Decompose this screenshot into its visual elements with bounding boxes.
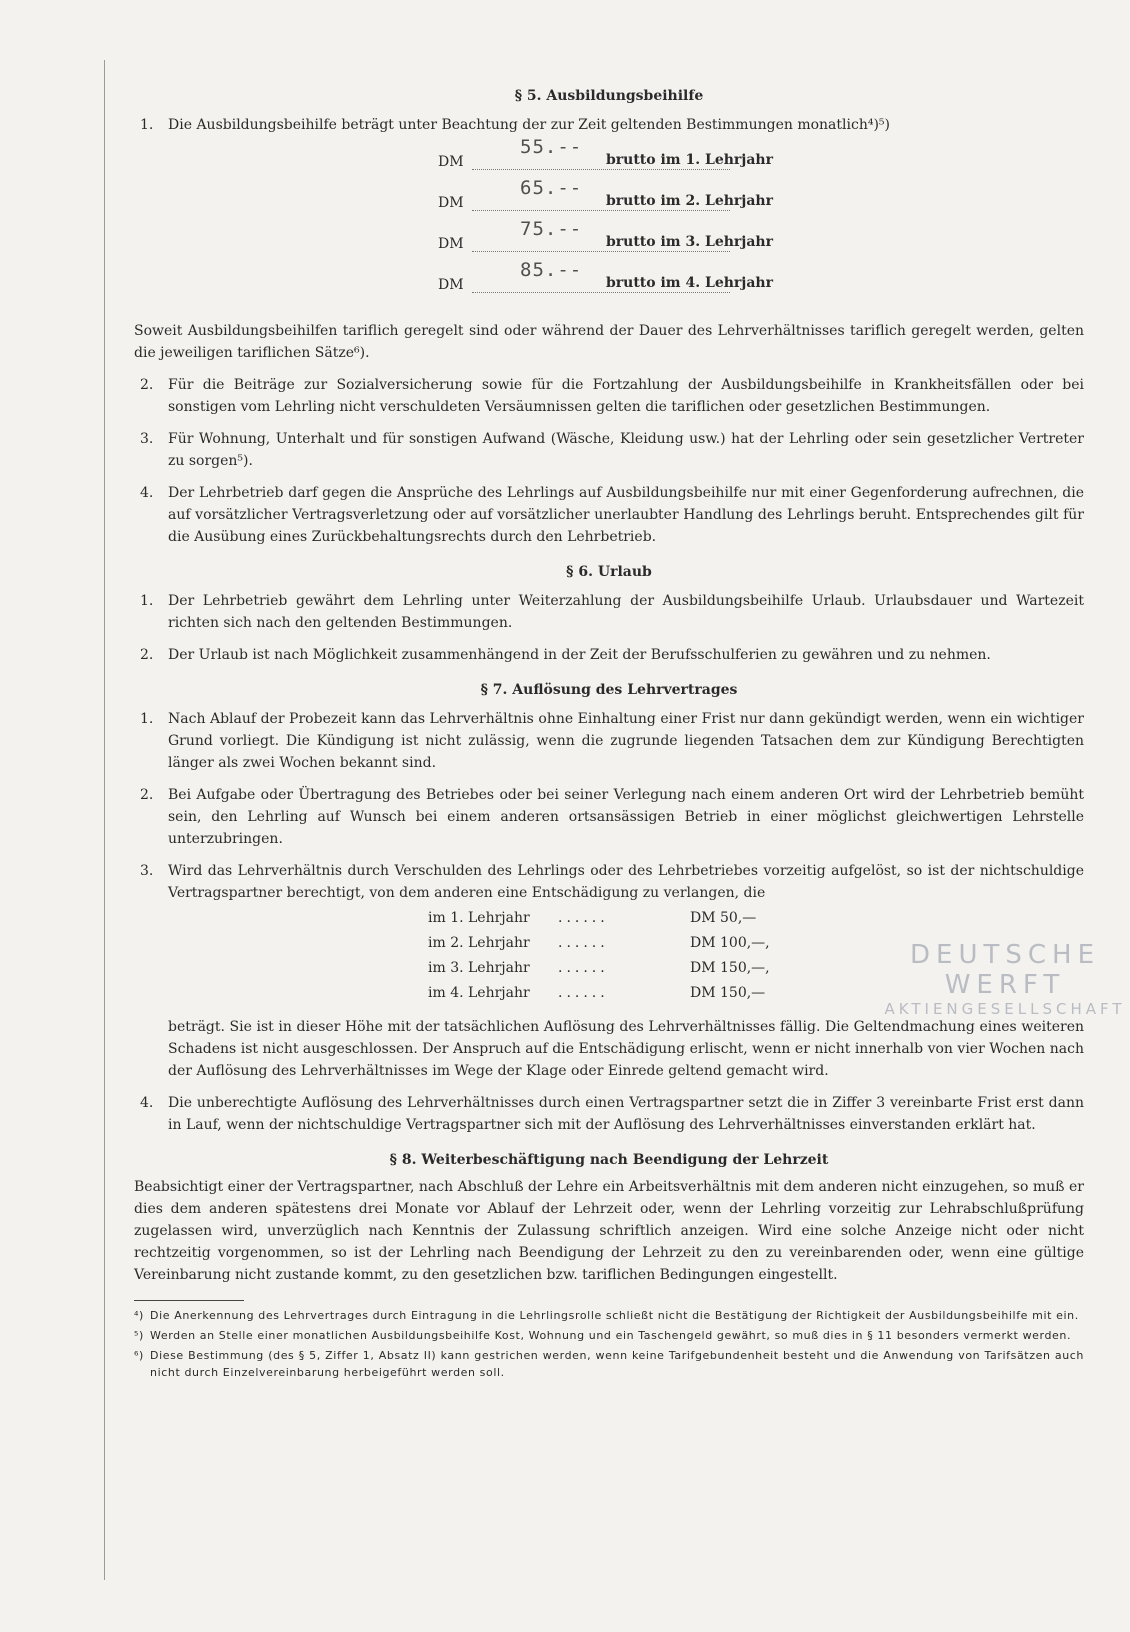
currency-label: DM — [438, 277, 464, 293]
footnote — [134, 1327, 1084, 1344]
footnote-text: Die Anerkennung des Lehrvertrages durch Eintragung in die Lehrlingsrolle schließt nicht die Bestätigung der Richtigkeit der Ausbildungsbeihilfe mit ein. — [150, 1309, 1079, 1322]
sec5-item-2-number: 2. — [140, 377, 154, 393]
footnote-text: Werden an Stelle einer monatlichen Ausbildungsbeihilfe Kost, Wohnung und ein Taschengeld gewährt, so muß dies in § 11 besonders vermerkt werden. — [150, 1329, 1072, 1342]
footnote-text: Diese Bestimmung (des § 5, Ziffer 1, Absatz II) kann gestrichen werden, wenn keine Tarifgebundenheit besteht und die Anwendung von Tarifsätzen auch nicht durch Einzelvereinbarung herbeigeführt werden soll. — [150, 1349, 1084, 1379]
allowance-row — [134, 261, 1084, 302]
fill-in-line — [472, 210, 730, 211]
footnote-divider — [134, 1300, 244, 1301]
document-body — [134, 88, 1084, 1384]
handwritten-amount: 85.-- — [520, 259, 583, 281]
sec6-item-2-text: Der Urlaub ist nach Möglichkeit zusammenhängend in der Zeit der Berufsschulferien zu gewähren und zu nehmen. — [168, 647, 991, 663]
sec5-item-3-text: Für Wohnung, Unterhalt und für sonstigen Aufwand (Wäsche, Kleidung usw.) hat der Lehrling oder sein gesetzlicher Vertreter zu sorgen⁵). — [168, 431, 1084, 469]
compensation-amount: DM 50,— — [690, 910, 757, 926]
sec7-item-3-after-text: beträgt. Sie ist in dieser Höhe mit der tatsächlichen Auflösung des Lehrverhältnisses fällig. Die Geltendmachung eines weiteren Schadens ist nicht ausgeschlossen. Der Anspruch auf die Entschädigung erlischt, wenn er nicht innerhalb von vier Wochen nach der Auflösung des Lehrverhältnisses im Wege der Klage oder Einrede geltend gemacht wird. — [168, 1019, 1084, 1079]
footnote — [134, 1307, 1084, 1324]
compensation-amount: DM 100,—, — [690, 935, 770, 951]
sec7-item-1-number: 1. — [140, 711, 154, 727]
year-label: brutto im 3. Lehrjahr — [606, 234, 773, 250]
leader-dots: ...... — [558, 910, 609, 926]
compensation-row — [134, 985, 1084, 1010]
sec7-item-2-text: Bei Aufgabe oder Übertragung des Betriebes oder bei seiner Verlegung nach einem anderen Ort wird der Lehrbetrieb bemüht sein, den Lehrling auf Wunsch bei einem anderen ortsansässigen Betrieb in einer möglichst gleichwertigen Lehrstelle unterzubringen. — [168, 787, 1084, 847]
year-label: brutto im 4. Lehrjahr — [606, 275, 773, 291]
compensation-year: im 2. Lehrjahr — [428, 935, 530, 951]
left-margin-rule — [104, 60, 105, 1580]
sec5-item-2-text: Für die Beiträge zur Sozialversicherung sowie für die Fortzahlung der Ausbildungsbeihilfe in Krankheitsfällen oder bei sonstigen vom Lehrling nicht verschuldeten Versäumnissen gelten die tariflichen oder gesetzlichen Bestimmungen. — [168, 377, 1084, 415]
sec7-item-1-text: Nach Ablauf der Probezeit kann das Lehrverhältnis ohne Einhaltung einer Frist nur dann gekündigt werden, wenn ein wichtiger Grund vorliegt. Die Kündigung ist nicht zulässig, wenn die zugrunde liegenden Tatsachen dem zur Kündigung Berechtigten länger als zwei Wochen bekannt sind. — [168, 711, 1084, 771]
footnote — [134, 1347, 1084, 1381]
currency-label: DM — [438, 195, 464, 211]
sec7-item-3 — [134, 860, 1084, 904]
section-6-title: § 6. Urlaub — [566, 564, 652, 580]
compensation-row — [134, 910, 1084, 935]
sec6-item-1-number: 1. — [140, 593, 154, 609]
sec5-item-4 — [134, 482, 1084, 548]
sec7-item-4 — [134, 1092, 1084, 1136]
year-label: brutto im 1. Lehrjahr — [606, 152, 773, 168]
section-8-title: § 8. Weiterbeschäftigung nach Beendigung der Lehrzeit — [389, 1152, 829, 1168]
sec6-item-1-text: Der Lehrbetrieb gewährt dem Lehrling unter Weiterzahlung der Ausbildungsbeihilfe Urlaub. Urlaubsdauer und Wartezeit richten sich nach den geltenden Bestimmungen. — [168, 593, 1084, 631]
handwritten-amount: 55.-- — [520, 136, 583, 158]
section-5-title: § 5. Ausbildungsbeihilfe — [514, 88, 704, 104]
compensation-row — [134, 960, 1084, 985]
sec7-item-3-text: Wird das Lehrverhältnis durch Verschulden des Lehrlings oder des Lehrbetriebes vorzeitig aufgelöst, so ist der nichtschuldige Vertragspartner berechtigt, von dem anderen eine Entschädigung zu verlangen, die — [168, 863, 1084, 901]
stamp-line-2: AKTIENGESELLSCHAFT — [884, 1000, 1126, 1018]
fill-in-line — [472, 169, 730, 170]
sec7-item-2 — [134, 784, 1084, 850]
sec7-item-4-number: 4. — [140, 1095, 154, 1111]
sec8-paragraph: Beabsichtigt einer der Vertragspartner, nach Abschluß der Lehre ein Arbeitsverhältnis mit dem anderen nicht einzugehen, so muß er dies dem anderen spätestens drei Monate vor Ablauf der Lehrzeit oder, wenn der Lehrling vorzeitig zur Lehrabschlußprüfung zugelassen wird, unverzüglich nach Kenntnis der Zulassung schriftlich anzeigen. Wird eine solche Anzeige nicht oder nicht rechtzeitig vorgenommen, so ist der Lehrling nach Beendigung der Lehrzeit zu den zu vereinbarenden oder, wenn eine gültige Vereinbarung nicht zustande kommt, zu den gesetzlichen bzw. tariflichen Bedingungen eingestellt. — [134, 1179, 1084, 1283]
allowance-row — [134, 220, 1084, 261]
leader-dots: ...... — [558, 960, 609, 976]
footnote-mark: ⁴) — [134, 1309, 144, 1322]
footnote-mark: ⁶) — [134, 1349, 144, 1362]
sec7-item-2-number: 2. — [140, 787, 154, 803]
compensation-amount: DM 150,— — [690, 985, 766, 1001]
sec5-tariff-paragraph: Soweit Ausbildungsbeihilfen tariflich geregelt sind oder während der Dauer des Lehrverhältnisses tariflich geregelt werden, gelten die jeweiligen tariflichen Sätze⁶). — [134, 323, 1084, 361]
leader-dots: ...... — [558, 935, 609, 951]
sec5-item-4-number: 4. — [140, 485, 154, 501]
fill-in-line — [472, 251, 730, 252]
sec5-item-1 — [134, 114, 1084, 136]
fill-in-line — [472, 292, 730, 293]
allowance-row — [134, 179, 1084, 220]
sec7-item-4-text: Die unberechtigte Auflösung des Lehrverhältnisses durch einen Vertragspartner setzt die in Ziffer 3 vereinbarte Frist erst dann in Lauf, wenn der nichtschuldige Vertragspartner sich mit der Auflösung des Lehrverhältnisses einverstanden erklärt hat. — [168, 1095, 1084, 1133]
sec7-item-3-number: 3. — [140, 863, 154, 879]
compensation-amount: DM 150,—, — [690, 960, 770, 976]
sec5-item-2 — [134, 374, 1084, 418]
year-label: brutto im 2. Lehrjahr — [606, 193, 773, 209]
footnote-mark: ⁵) — [134, 1329, 144, 1342]
allowance-row — [134, 138, 1084, 179]
stamp-line-1: DEUTSCHE WERFT — [910, 940, 1100, 1000]
compensation-year: im 1. Lehrjahr — [428, 910, 530, 926]
sec5-item-3 — [134, 428, 1084, 472]
compensation-table — [134, 910, 1084, 1010]
currency-label: DM — [438, 236, 464, 252]
sec6-item-2-number: 2. — [140, 647, 154, 663]
compensation-year: im 3. Lehrjahr — [428, 960, 530, 976]
allowance-table — [134, 138, 1084, 302]
section-7-title: § 7. Auflösung des Lehrvertrages — [480, 682, 738, 698]
compensation-row — [134, 935, 1084, 960]
sec7-item-1 — [134, 708, 1084, 774]
sec5-item-4-text: Der Lehrbetrieb darf gegen die Ansprüche des Lehrlings auf Ausbildungsbeihilfe nur mit einer Gegenforderung aufrechnen, die auf vorsätzlicher Vertragsverletzung oder auf vorsätzlicher unerlaubter Handlung des Lehrlings beruht. Entsprechendes gilt für die Ausübung eines Zurückbehaltungsrechts durch den Lehrbetrieb. — [168, 485, 1084, 545]
sec6-item-1 — [134, 590, 1084, 634]
sec5-item-1-number: 1. — [140, 117, 154, 133]
sec6-item-2 — [134, 644, 1084, 666]
sec7-item-3-continued — [134, 1016, 1084, 1082]
sec5-item-1-text: Die Ausbildungsbeihilfe beträgt unter Beachtung der zur Zeit geltenden Bestimmungen monatlich⁴)⁵) — [168, 117, 890, 133]
handwritten-amount: 75.-- — [520, 218, 583, 240]
currency-label: DM — [438, 154, 464, 170]
sec5-item-3-number: 3. — [140, 431, 154, 447]
leader-dots: ...... — [558, 985, 609, 1001]
handwritten-amount: 65.-- — [520, 177, 583, 199]
compensation-year: im 4. Lehrjahr — [428, 985, 530, 1001]
